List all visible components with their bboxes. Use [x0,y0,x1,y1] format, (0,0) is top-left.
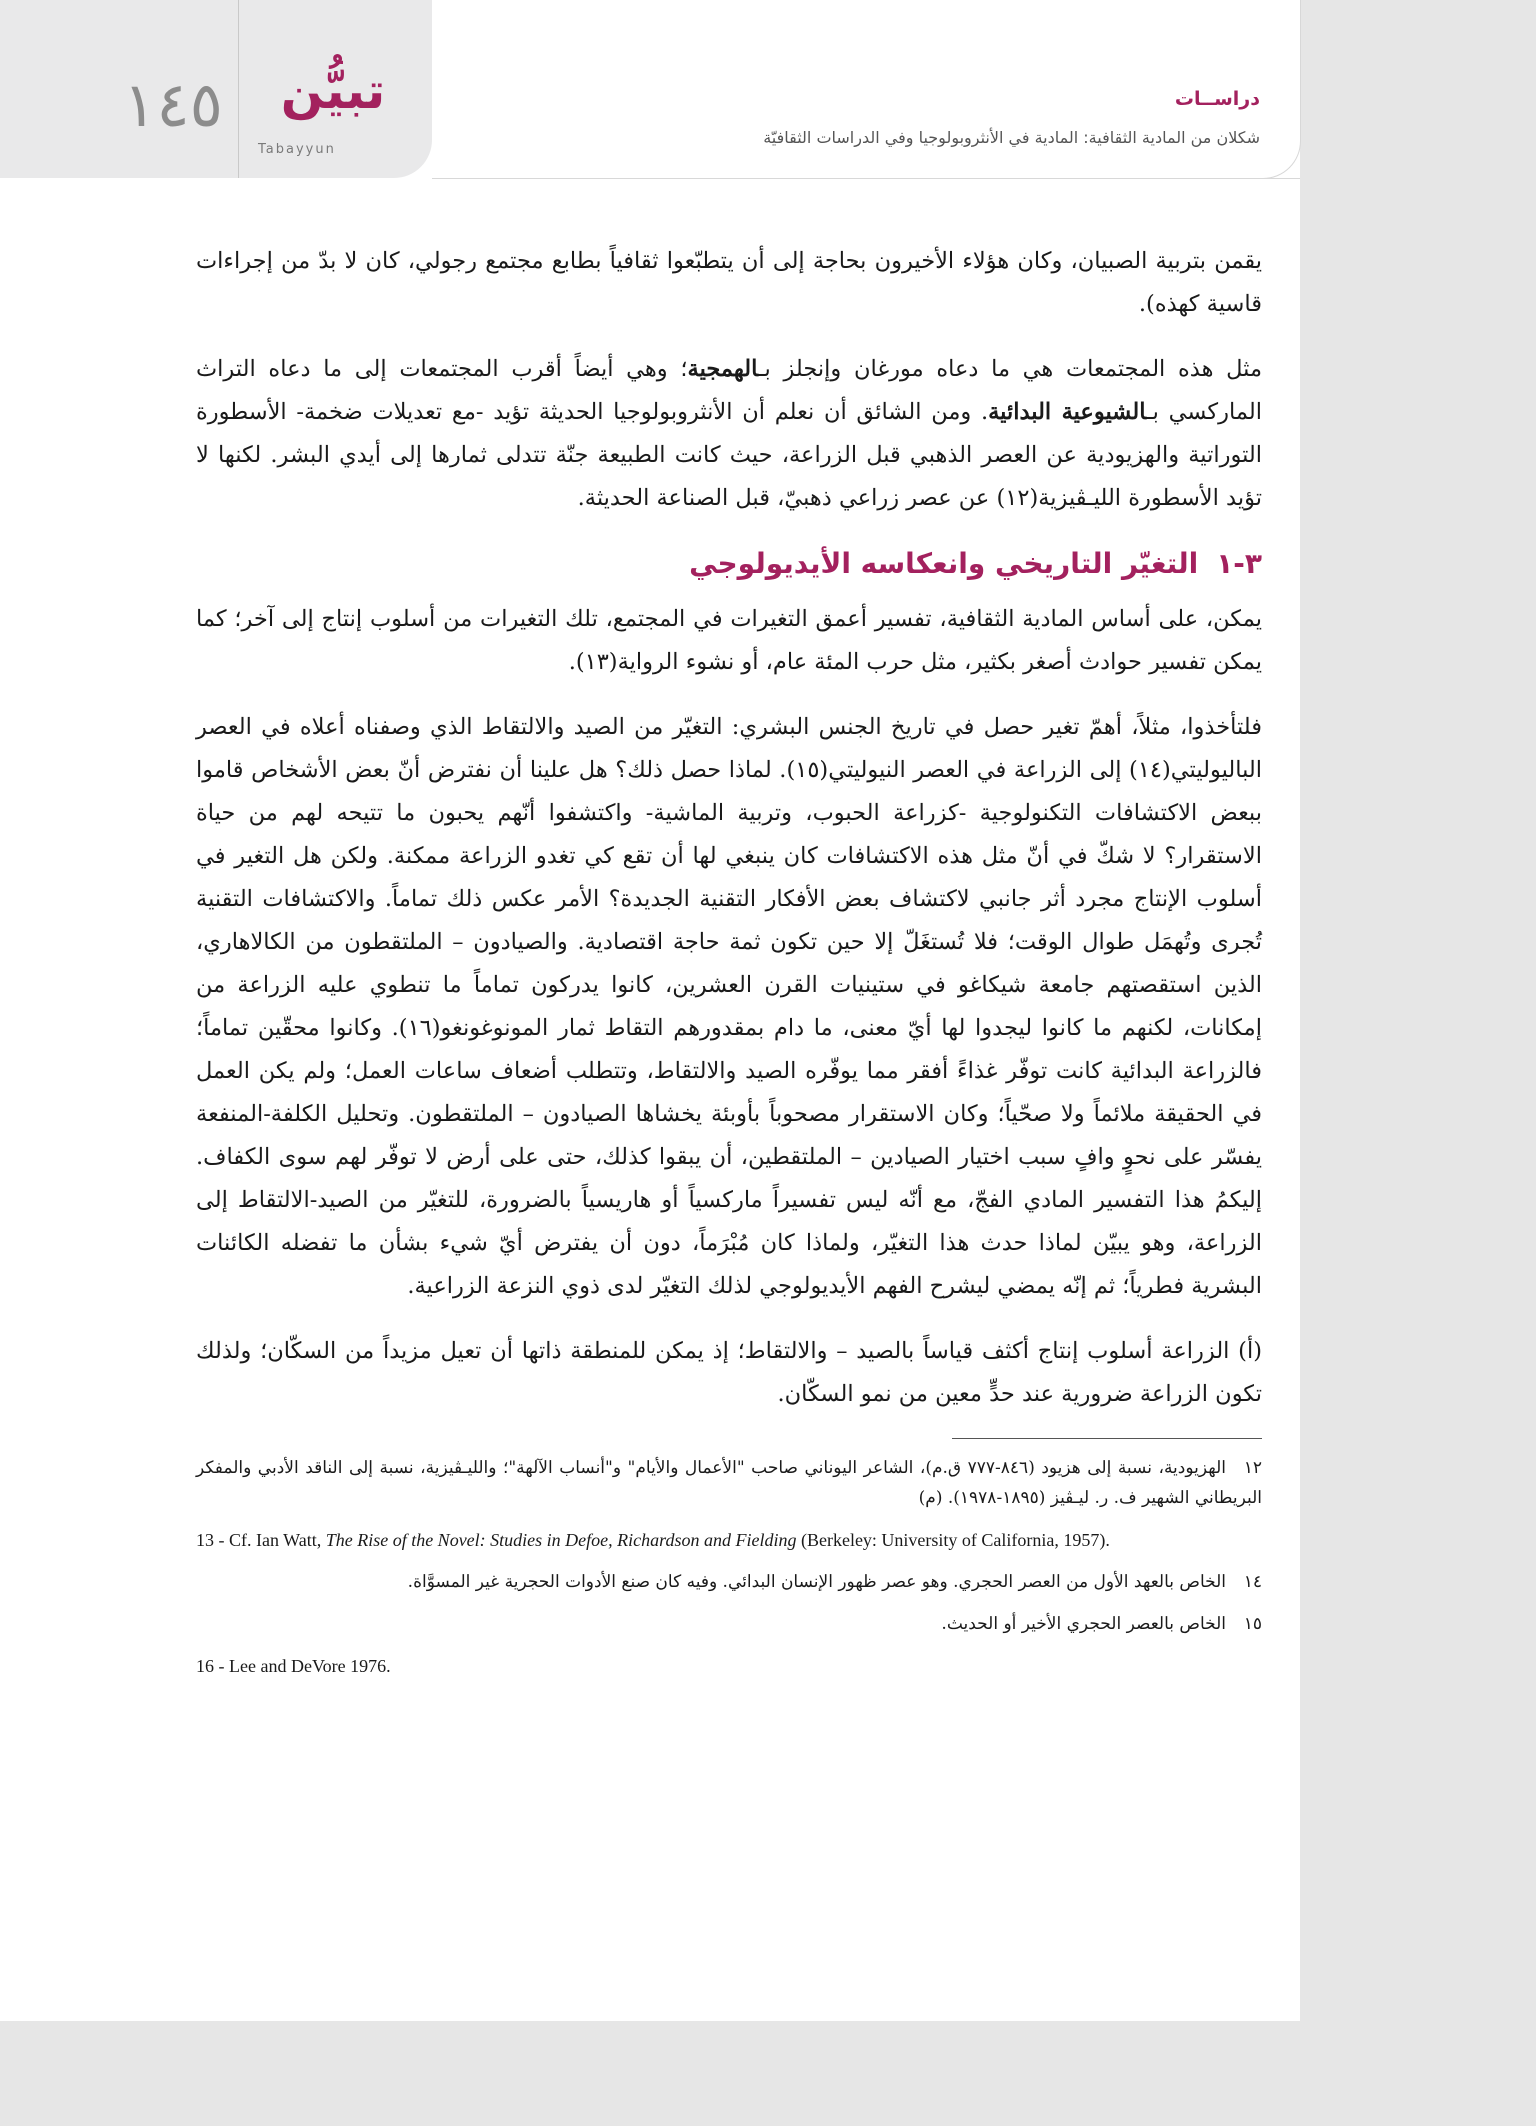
header-brand-box [0,0,432,178]
header-divider [238,0,239,178]
side-margin-band [1300,0,1536,2021]
paragraph: مثل هذه المجتمعات هي ما دعاه مورغان وإنجلز بـالهمجية؛ وهي أيضاً أقرب المجتمعات إلى ما دعاه التراث الماركسي بـالشيوعية البدائية. ومن الشائق أن نعلم أن الأنثروبولوجيا الحديثة تؤيد -مع تعديلات ضخمة- الأسطورة التوراتية والهزيودية عن العصر الذهبي قبل الزراعة، حيث كانت الطبيعة جنّة تتدلى ثمارها إلى أيدي البشر. لكنها لا تؤيد الأسطورة الليـڤيزية(١٢) عن عصر زراعي ذهبيّ، قبل الصناعة الحديثة. [196,356,1263,511]
footnote-16: 16 - Lee and DeVore 1976. [196,1656,391,1676]
paragraph: يقمن بتربية الصبيان، وكان هؤلاء الأخيرون بحاجة إلى أن يتطبّعوا ثقافياً بطابع مجتمع رجولي، كان لا بدّ من إجراءات قاسية كهذه). [196,248,1262,317]
running-title: شكلان من المادية الثقافية: المادية في الأنثروبولوجيا وفي الدراسات الثقافيّة [763,128,1260,147]
footnote-15: ١٥الخاص بالعصر الحجري الأخير أو الحديث. [941,1614,1262,1634]
article-body [196,240,1262,1693]
footnote-14: ١٤الخاص بالعهد الأول من العصر الحجري. وهو عصر ظهور الإنسان البدائي. وفيه كان صنع الأدوات الحجرية غير المسوَّاة. [407,1572,1262,1592]
header-rule [432,178,1300,179]
paragraph: فلتأخذوا، مثلاً، أهمّ تغير حصل في تاريخ الجنس البشري: التغيّر من الصيد والالتقاط الذي وصفناه أعلاه في العصر الباليوليتي(١٤) إلى الزراعة في العصر النيوليتي(١٥). لماذا حصل ذلك؟ هل علينا أن نفترض أنّ بعض الأشخاص قاموا ببعض الاكتشافات التكنولوجية -كزراعة الحبوب، وتربية الماشية- واكتشفوا أنّهم يحبون ما تتيحه لهم من حياة الاستقرار؟ لا شكّ في أنّ مثل هذه الاكتشافات كان ينبغي لها أن تقع كي تغدو الزراعة ممكنة. ولكن هل التغير في أسلوب الإنتاج مجرد أثر جانبي لاكتشاف بعض الأفكار التقنية الجديدة؟ الأمر عكس ذلك تماماً. والاكتشافات التقنية تُجرى وتُهمَل طوال الوقت؛ فلا تُستغَلّ إلا حين تكون ثمة حاجة اقتصادية. والصيادون – الملتقطون من الكالاهاري، الذين استقصتهم جامعة شيكاغو في ستينيات القرن العشرين، كانوا يدركون تماماً ما تنطوي عليه الزراعة من إمكانات، لكنهم ما كانوا ليجدوا لها أيّ معنى، ما دام بمقدورهم التقاط ثمار المونوغونغو(١٦). وكانوا محقّين تماماً؛ فالزراعة البدائية كانت توفّر غذاءً أفقر مما يوفّره الصيد والالتقاط، وتتطلب أضعاف ساعات العمل؛ ولم يكن العمل في الحقيقة ملائماً ولا صحّياً؛ وكان الاستقرار مصحوباً بأوبئة يخشاها الصيادون – الملتقطون. وتحليل الكلفة-المنفعة يفسّر على نحوٍ وافٍ سبب اختيار الصيادين – الملتقطين، أن يبقوا كذلك، حتى على أرض لا توفّر لهم سوى الكفاف. إليكمُ هذا التفسير المادي الفجّ، مع أنّه ليس تفسيراً ماركسياً أو هاريسياً بالضرورة، للتغيّر من الصيد-الالتقاط إلى الزراعة، وهو يبيّن لماذا حدث هذا التغيّر، ولماذا كان مُبْرَماً، دون أن يفترض أيّ شيء بشأن ما تفضله الكائنات البشرية فطرياً؛ ثم إنّه يمضي ليشرح الفهم الأيديولوجي لذلك التغيّر لدى ذوي النزعة الزراعية. [196,714,1262,1299]
bottom-margin-band [0,2021,1536,2126]
bold-term: الشيوعية البدائية [988,399,1147,425]
header-corner [1262,0,1301,179]
section-heading [196,542,1262,586]
section-label: دراســات [1174,88,1260,110]
footnotes [196,1453,1262,1681]
paragraph: (أ) الزراعة أسلوب إنتاج أكثف قياساً بالصيد – والالتقاط؛ إذ يمكن للمنطقة ذاتها أن تعيل مزيداً من السكّان؛ ولذلك تكون الزراعة ضرورية عند حدٍّ معين من نمو السكّان. [196,1338,1262,1407]
page-number: ١٤٥ [123,68,223,141]
section-title: التغيّر التاريخي وانعكاسه الأيديولوجي [689,547,1199,580]
paragraph: يمكن، على أساس المادية الثقافية، تفسير أعمق التغيرات في المجتمع، تلك التغيرات من أسلوب إنتاج إلى آخر؛ كما يمكن تفسير حوادث أصغر بكثير، مثل حرب المئة عام، أو نشوء الرواية(١٣). [196,606,1262,675]
footnote-rule [952,1438,1262,1439]
logo-latin: Tabayyun [258,142,336,157]
footnote-13: 13 - Cf. Ian Watt, The Rise of the Novel: Studies in Defoe, Richardson and Fielding (Berkeley: University of California, 1957). [196,1530,1110,1550]
logo-arabic: تبيُّن [280,62,386,120]
tabayyun-logo [258,62,408,162]
bold-term: الهمجية [687,356,758,382]
footnote-12: ١٢الهزيودية، نسبة إلى هزيود (٨٤٦-٧٧٧ ق.م)، الشاعر اليوناني صاحب "الأعمال والأيام" و"أنساب الآلهة"؛ والليـڤيزية، نسبة إلى الناقد الأدبي والمفكر البريطاني الشهير ف. ر. ليـڤيز (١٨٩٥-١٩٧٨). (م) [196,1458,1262,1508]
section-number: ٣-١ [1216,547,1262,580]
